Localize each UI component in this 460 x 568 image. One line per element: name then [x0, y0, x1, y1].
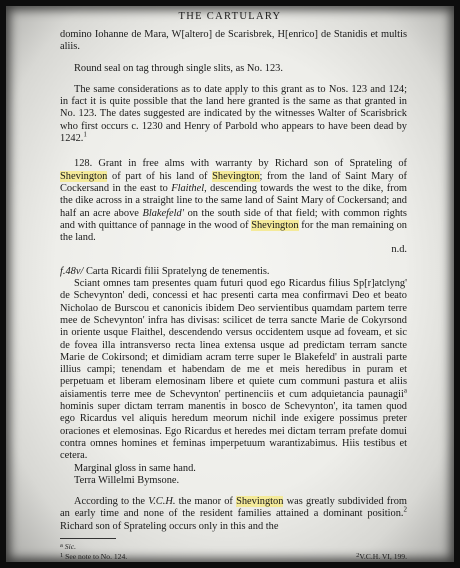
- footnote-ref-2: 2: [403, 505, 407, 514]
- footnote-ref-1: 1: [83, 130, 87, 139]
- witness-paragraph: domino Iohanne de Mara, W[altero] de Scarisbrek, H[enrico] de Stanidis et multis aliis.: [60, 29, 407, 53]
- highlight-shevington: Shevington: [251, 219, 299, 231]
- entry-date: n.d.: [391, 244, 407, 256]
- highlight-shevington: Shevington: [212, 170, 260, 182]
- running-head: THE CARTULARY: [178, 11, 282, 22]
- footnote-1: 1 See note to No. 124.: [60, 551, 128, 561]
- latin-heading: f.48v/ Carta Ricardi filii Spratelyng de tenementis.: [60, 265, 270, 277]
- manor-commentary: According to the V.C.H. the manor of Shevington was greatly subdivided from an early time and none of the resident families attained a dominant position.$^2$ Richard son of Sprateling occurs only in this and the: [60, 496, 407, 532]
- footnotes: [60, 541, 407, 561]
- latin-charter-text: Sciant omnes tam presentes quam futuri quod ego Ricardus filius Sp[r]atclyng' de Schevynton' dedi, concessi et hac presenti carta mea confirmavi Deo et beato Nicholao de Burscou et canonicis ibidem Deo servientibus quamdam partem terre mee de Schevynton' infra has divisas: scilicet de terra sancte Marie de Cokyrsond in oriente usque Flaithel, descendendo versus occidentem usque ad foveam, et sic de fovea illa intransverso recta linea extensa usque ad predictam terram sancte Marie de Cokirsond; et dimidiam acram terre super le Blakefeld' in australi parte illius campi; tenendam et habendam de me et meis heredibus in puram et perpetuam et liberam elemosinam libere et quiete cum communi pastura et aliis aisiamentis terre mee de Schevynton' pertinenciis et cum adquietancia paunagii$^a$ hominis super dictam terram manentis in bosco de Schevynton', ita tamen quod ego Ricardus vel aliquis heredum meorum nichil inde exigere possimus preter oraciones et elemosinas. Ego Ricardus et heredes mei dictam terram prefate domui contra omnes homines et feminas imperpetuum warantizabimus. Hiis testibus et cetera.: [60, 278, 407, 462]
- folio-ref: f.48v/: [60, 265, 84, 277]
- seal-note: Round seal on tag through single slits, as No. 123.: [74, 62, 283, 74]
- marginal-gloss-note: Marginal gloss in same hand.: [74, 462, 196, 474]
- footnote-1-2: [60, 551, 407, 561]
- cartulary-page: [6, 6, 454, 562]
- footnote-2: 2V.C.H. VI, 199.: [356, 551, 407, 561]
- highlight-shevington: Shevington: [236, 496, 284, 508]
- date-commentary: The same considerations as to date apply to this grant as to Nos. 123 and 124; in fact it is quite possible that the land here granted is the same as that granted in No. 123. The dates suggested are indicated by the witnesses Walter of Scarisbrick who first occurs c. 1230 and Henry of Parbold who appears to have been dead by 1242.$^1$: [60, 83, 407, 145]
- highlight-shevington: Shevington: [60, 170, 108, 182]
- entry-128-summary: 128. Grant in free alms with warranty by Richard son of Sprateling of Shevington of part of his land of Shevington; from the land of Saint Mary of Cockersand in the east to Flaithel, descending towards the west to the dike, from the dike across in a straight line to the same land of Saint Mary of Cockersand; and half an acre above Blakefeld' on the south side of that field; with common rights and with quittance of pannage in the wood of Shevington for the man remaining on the land.: [60, 158, 407, 244]
- footnote-divider: [60, 538, 116, 539]
- page-body: [60, 29, 407, 561]
- place-blakefeld: Blakefeld': [142, 207, 184, 219]
- marginal-gloss-text: Terra Willelmi Bymsone.: [74, 474, 180, 486]
- footnote-ref-a: a: [403, 386, 407, 395]
- place-flaithel: Flaithel: [171, 182, 205, 194]
- footnote-a: a Sic.: [60, 541, 76, 551]
